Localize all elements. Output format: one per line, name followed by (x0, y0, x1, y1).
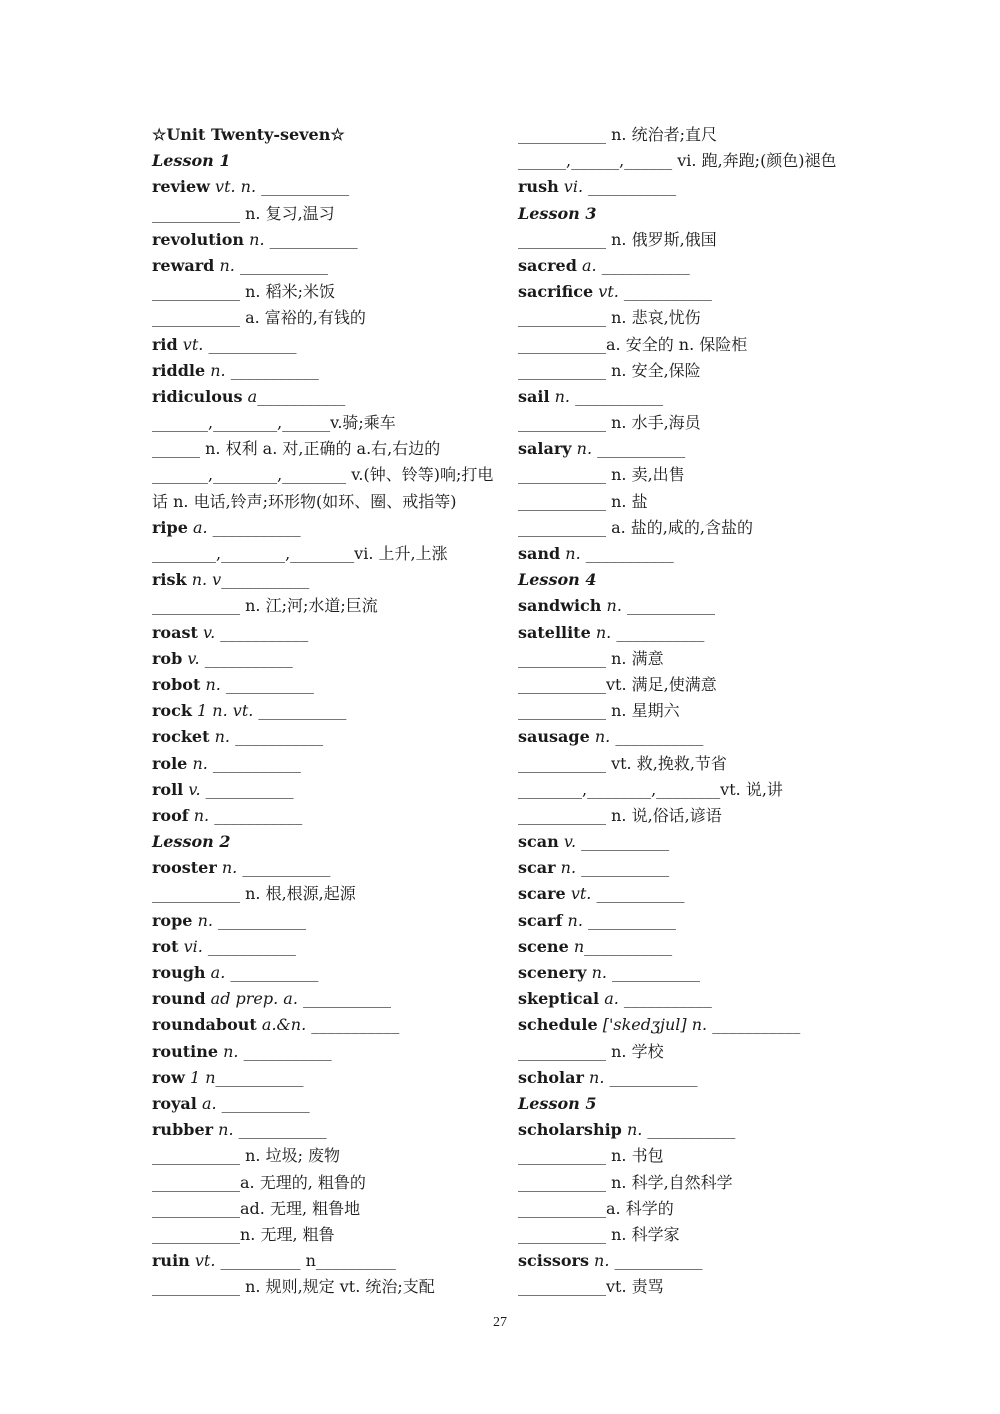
vocab-word: roll (152, 779, 184, 799)
lesson-heading-text: Lesson 1 (152, 151, 231, 171)
vocab-word: sandwich (518, 596, 602, 616)
vocab-word: rot (152, 936, 179, 956)
vocab-blank-or-meaning: ___________ (203, 334, 297, 354)
vocab-line (152, 751, 492, 777)
vocab-line (518, 803, 863, 829)
vocab-blank-or-meaning: ___________ (209, 805, 303, 825)
part-of-speech: n. (221, 858, 238, 878)
vocab-blank-or-meaning: ___________ (606, 963, 701, 982)
page-number: 27 (493, 1315, 507, 1330)
vocab-word: rid (152, 334, 178, 354)
vocab-blank-or-meaning: ___________ (256, 177, 350, 197)
vocab-blank-or-meaning: ___________ n. 江;河;水道;巨流 (152, 596, 378, 616)
vocab-line (518, 305, 863, 331)
vocab-line (518, 515, 863, 541)
vocab-word: scenery (518, 963, 587, 982)
vocab-line (152, 1065, 492, 1091)
vocab-blank-or-meaning: ___________ (604, 1067, 698, 1087)
vocab-blank-or-meaning: ___________ (306, 1015, 400, 1035)
vocab-blank-or-meaning: _______,________,________ v.(钟、铃等)响;打电 (152, 465, 494, 485)
vocab-line (152, 462, 492, 488)
vocab-blank-or-meaning: ___________ n. 安全,保险 (518, 360, 701, 380)
vocab-line (518, 462, 863, 488)
vocab-blank-or-meaning: ___________ n. 学校 (518, 1041, 664, 1061)
vocab-word: schedule (518, 1015, 598, 1035)
vocab-word: rough (152, 963, 206, 982)
part-of-speech: a. (582, 255, 597, 275)
vocab-line (152, 855, 492, 881)
vocab-blank-or-meaning: ___________n. 无理, 粗鲁 (152, 1224, 335, 1244)
vocab-line (518, 1117, 863, 1143)
vocab-blank-or-meaning: ___________ (570, 386, 664, 406)
unit-title (152, 122, 492, 148)
vocab-blank-or-meaning: ___________ (610, 727, 704, 747)
part-of-speech: n. (626, 1120, 643, 1140)
vocab-blank-or-meaning: ___________ n. 悲哀,忧伤 (518, 308, 701, 328)
vocab-blank-or-meaning: ___________ n. 星期六 (518, 701, 680, 721)
part-of-speech: n. (249, 229, 265, 249)
vocab-line (152, 201, 492, 227)
vocab-line (152, 1222, 492, 1248)
part-of-speech: a. (201, 1093, 217, 1113)
vocab-line (152, 724, 492, 750)
part-of-speech: vt. (194, 1251, 216, 1271)
vocab-blank-or-meaning: ___________ n. 根,根源,起源 (152, 884, 356, 904)
vocab-line (518, 1196, 863, 1222)
vocab-word: rob (152, 648, 183, 668)
part-of-speech: v. (202, 622, 216, 642)
vocab-line (152, 1091, 492, 1117)
vocab-word: ridiculous (152, 386, 243, 406)
vocab-blank-or-meaning: ___________ad. 无理, 粗鲁地 (152, 1198, 361, 1218)
part-of-speech: n. (560, 858, 577, 878)
vocab-line (518, 986, 863, 1012)
vocab-word: rooster (152, 858, 217, 878)
vocab-word: roof (152, 805, 189, 825)
vocab-line (152, 803, 492, 829)
vocab-line (152, 908, 492, 934)
vocab-line (152, 253, 492, 279)
vocab-blank-or-meaning: ___________ n. 俄罗斯,俄国 (518, 229, 717, 249)
part-of-speech: vt. (598, 282, 619, 302)
vocab-line (518, 620, 863, 646)
vocab-blank-or-meaning: ___________ (618, 282, 712, 302)
vocab-line (152, 541, 492, 567)
part-of-speech: v. (563, 832, 577, 852)
lesson-heading-text: Lesson 5 (518, 1093, 597, 1113)
part-of-speech: n. (214, 727, 230, 747)
vocab-line (152, 593, 492, 619)
vocab-word: sacrifice (518, 282, 594, 302)
part-of-speech: vt. (182, 334, 204, 354)
part-of-speech: vi. (183, 936, 203, 956)
vocab-line (518, 855, 863, 881)
vocab-word: scan (518, 832, 559, 852)
vocab-blank-or-meaning: ___________ n. 稻米;米饭 (152, 282, 335, 302)
vocab-blank-or-meaning: ___________ n. 书包 (518, 1146, 664, 1166)
vocab-line (152, 436, 492, 462)
vocab-word: scar (518, 858, 556, 878)
vocab-word: rush (518, 177, 559, 197)
vocab-line (152, 1274, 492, 1300)
lesson-heading-text: Lesson 3 (518, 203, 597, 223)
vocab-blank-or-meaning: ___________ n. 说,俗话,谚语 (518, 805, 722, 825)
vocab-word: roast (152, 622, 198, 642)
part-of-speech: n. (576, 439, 593, 459)
vocab-line (518, 1143, 863, 1169)
part-of-speech: n. (205, 674, 221, 694)
vocab-word: risk (152, 570, 187, 590)
vocab-blank-or-meaning: ___________ n. 规则,规定 vt. 统治;支配 (152, 1277, 435, 1297)
vocab-word: roundabout (152, 1015, 257, 1035)
vocab-word: scholarship (518, 1120, 622, 1140)
unit-title-text: ☆Unit Twenty-seven☆ (152, 125, 345, 144)
vocab-line (518, 777, 863, 803)
part-of-speech: n. (554, 386, 571, 406)
vocab-blank-or-meaning: ___________ (582, 910, 677, 930)
vocab-blank-or-meaning: ___________ (215, 622, 309, 642)
vocab-blank-or-meaning: _______,________,______v.骑;乘车 (152, 413, 396, 433)
vocab-line (152, 646, 492, 672)
vocab-blank-or-meaning: ___________ (253, 701, 347, 721)
vocab-line (518, 646, 863, 672)
vocab-line (518, 358, 863, 384)
vocab-word: rock (152, 701, 192, 721)
part-of-speech: a.&n. (261, 1015, 307, 1035)
vocab-word: review (152, 177, 210, 197)
part-of-speech: a. (210, 963, 226, 982)
part-of-speech: n. v (191, 570, 222, 590)
vocab-blank-or-meaning: ___________ (611, 622, 705, 642)
vocab-line (518, 829, 863, 855)
vocab-line (152, 1196, 492, 1222)
vocab-line (152, 986, 492, 1012)
vocab-blank-or-meaning: ___________ vt. 救,挽救,节省 (518, 753, 727, 773)
vocab-word: skeptical (518, 989, 600, 1009)
vocab-word: revolution (152, 229, 245, 249)
vocab-blank-or-meaning: ___________ n. 统治者;直尺 (518, 125, 717, 144)
vocab-line (152, 305, 492, 331)
vocab-blank-or-meaning: ___________ (216, 1093, 310, 1113)
vocab-blank-or-meaning: ________,________,________vt. 说,讲 (518, 779, 783, 799)
vocab-blank-or-meaning: ___________a. 科学的 (518, 1198, 674, 1218)
vocab-blank-or-meaning: ___________ (233, 1120, 327, 1140)
right-column (518, 122, 863, 1300)
vocab-line (518, 384, 863, 410)
vocab-line (518, 698, 863, 724)
vocab-blank-or-meaning: ___________ (596, 255, 690, 275)
lesson-heading (152, 148, 492, 174)
vocab-line (152, 567, 492, 593)
vocab-word: robot (152, 674, 201, 694)
vocab-line (518, 148, 863, 174)
vocab-blank-or-meaning: ___________ (221, 570, 310, 590)
vocab-blank-or-meaning: ___________ (583, 177, 677, 197)
part-of-speech: 1 n (189, 1067, 216, 1087)
vocab-blank-or-meaning: ___________ (199, 648, 293, 668)
vocab-word: sacred (518, 255, 577, 275)
vocab-line (152, 698, 492, 724)
vocab-blank-or-meaning: ___________ n. 复习,温习 (152, 203, 335, 223)
vocab-blank-or-meaning: __________ n__________ (215, 1251, 396, 1271)
vocab-line (152, 620, 492, 646)
vocab-line (518, 436, 863, 462)
lesson-heading-text: Lesson 4 (518, 570, 597, 590)
part-of-speech: n. (192, 753, 208, 773)
part-of-speech: vt. n. (215, 177, 257, 197)
lesson-heading-text: Lesson 2 (152, 832, 231, 852)
vocab-word: sand (518, 544, 561, 563)
vocab-blank-or-meaning: 话 n. 电话,铃声;环形物(如环、圈、戒指等) (152, 491, 457, 511)
vocab-word: satellite (518, 622, 591, 642)
vocab-line (518, 593, 863, 619)
vocab-word: round (152, 989, 206, 1009)
vocab-word: rope (152, 910, 193, 930)
vocab-blank-or-meaning: ___________ (215, 1067, 304, 1087)
vocab-word: role (152, 753, 188, 773)
vocab-word: scholar (518, 1067, 584, 1087)
part-of-speech: n. (567, 910, 583, 930)
vocab-line (518, 751, 863, 777)
vocab-blank-or-meaning: ___________ (200, 779, 294, 799)
vocab-blank-or-meaning: ___________ a. 富裕的,有钱的 (152, 308, 366, 328)
vocab-blank-or-meaning: ___________ (576, 832, 670, 852)
vocab-blank-or-meaning: ___________ (592, 439, 686, 459)
vocab-blank-or-meaning: ___________ (591, 884, 685, 904)
vocab-line (152, 672, 492, 698)
vocab-line (152, 227, 492, 253)
vocab-line (518, 122, 863, 148)
part-of-speech: ad prep. a. (210, 989, 298, 1009)
vocab-blank-or-meaning: ___________ (642, 1120, 736, 1140)
part-of-speech: vt. (570, 884, 592, 904)
vocab-blank-or-meaning: ___________ n. 卖,出售 (518, 465, 685, 485)
part-of-speech: n. (595, 622, 612, 642)
vocab-word: row (152, 1067, 185, 1087)
vocab-word: salary (518, 439, 572, 459)
vocab-line (152, 1143, 492, 1169)
vocab-blank-or-meaning: ___________ (297, 989, 392, 1009)
vocab-line (518, 724, 863, 750)
part-of-speech: n. (606, 596, 622, 616)
vocab-line (152, 1170, 492, 1196)
part-of-speech: n. (589, 1067, 605, 1087)
vocab-blank-or-meaning: ___________ (238, 1041, 332, 1061)
vocab-blank-or-meaning: ___________ n. 水手,海员 (518, 413, 701, 433)
vocab-line (518, 672, 863, 698)
vocab-blank-or-meaning: ___________ (576, 858, 670, 878)
vocab-blank-or-meaning: ___________ n. 盐 (518, 491, 648, 511)
lesson-heading (152, 829, 492, 855)
vocab-word: sausage (518, 727, 590, 747)
vocab-line (518, 1012, 863, 1038)
left-column (152, 122, 492, 1300)
vocab-word: scissors (518, 1251, 589, 1271)
vocab-blank-or-meaning: ___________ (229, 727, 324, 747)
vocab-line (152, 934, 492, 960)
vocab-line (518, 332, 863, 358)
lesson-heading (518, 567, 863, 593)
vocab-word: sail (518, 386, 550, 406)
lesson-heading (518, 201, 863, 227)
lesson-heading (518, 1091, 863, 1117)
vocab-blank-or-meaning: ___________ (207, 753, 301, 773)
vocab-word: ripe (152, 517, 188, 537)
vocab-word: royal (152, 1093, 197, 1113)
vocab-line (518, 1039, 863, 1065)
vocab-word: routine (152, 1041, 219, 1061)
vocab-line (518, 227, 863, 253)
vocab-line (518, 881, 863, 907)
part-of-speech: n. (210, 360, 226, 380)
part-of-speech: vi. (563, 177, 584, 197)
vocab-line (152, 1117, 492, 1143)
vocab-blank-or-meaning: ___________ (225, 963, 319, 982)
vocab-line (518, 174, 863, 200)
vocab-word: ruin (152, 1251, 190, 1271)
part-of-speech: n. (218, 1120, 234, 1140)
vocab-blank-or-meaning: ___________ (257, 386, 346, 406)
part-of-speech: n. (219, 255, 235, 275)
vocab-word: scene (518, 936, 569, 956)
vocab-line (152, 410, 492, 436)
vocab-line (518, 541, 863, 567)
vocab-line (152, 1248, 492, 1274)
vocab-line (152, 174, 492, 200)
part-of-speech: n. (197, 910, 213, 930)
vocab-blank-or-meaning: ___________ (707, 1015, 801, 1035)
vocab-word: reward (152, 255, 215, 275)
part-of-speech: n. (565, 544, 581, 563)
vocab-blank-or-meaning: ___________ n. 满意 (518, 648, 664, 668)
vocab-line (152, 777, 492, 803)
vocab-line (152, 515, 492, 541)
vocab-line (152, 279, 492, 305)
vocab-line (152, 1012, 492, 1038)
vocab-line (152, 881, 492, 907)
part-of-speech: a (247, 386, 258, 406)
part-of-speech: n. (223, 1041, 239, 1061)
vocab-line (518, 1248, 863, 1274)
vocab-blank-or-meaning: ___________ n. 科学家 (518, 1224, 680, 1244)
vocab-line (518, 253, 863, 279)
vocab-blank-or-meaning: ___________ n. 科学,自然科学 (518, 1172, 733, 1192)
part-of-speech: n. (193, 805, 210, 825)
part-of-speech: v. (187, 648, 200, 668)
vocab-word: rubber (152, 1120, 214, 1140)
vocab-blank-or-meaning: ___________ (225, 360, 319, 380)
part-of-speech: n. (591, 963, 607, 982)
vocab-line (518, 960, 863, 986)
vocab-blank-or-meaning: ___________vt. 满足,使满意 (518, 674, 717, 694)
vocab-line (152, 960, 492, 986)
vocab-line (152, 358, 492, 384)
vocab-line (518, 279, 863, 305)
vocab-blank-or-meaning: ___________ (584, 936, 673, 956)
vocab-blank-or-meaning: ___________a. 无理的, 粗鲁的 (152, 1172, 366, 1192)
vocab-line (152, 332, 492, 358)
vocab-line (518, 1170, 863, 1196)
vocab-blank-or-meaning: ______ n. 权利 a. 对,正确的 a.右,右边的 (152, 439, 441, 459)
vocab-word: scare (518, 884, 566, 904)
part-of-speech: ['skedʒjul] n. (602, 1015, 708, 1035)
vocab-line (518, 934, 863, 960)
part-of-speech: v. (188, 779, 201, 799)
vocab-blank-or-meaning: ______,______,______ vi. 跑,奔跑;(颜色)褪色 (518, 151, 837, 171)
vocab-line (518, 1222, 863, 1248)
vocab-line (152, 489, 492, 515)
part-of-speech: n. (594, 727, 611, 747)
vocab-blank-or-meaning: ___________ (237, 858, 331, 878)
vocab-line (152, 1039, 492, 1065)
vocab-line (518, 908, 863, 934)
part-of-speech: a. (604, 989, 619, 1009)
vocab-line (518, 489, 863, 515)
vocab-blank-or-meaning: ___________ (212, 910, 307, 930)
vocab-blank-or-meaning: ___________ (220, 674, 314, 694)
part-of-speech: n. (594, 1251, 610, 1271)
vocab-line (152, 384, 492, 410)
vocab-blank-or-meaning: ___________ (234, 255, 328, 275)
vocab-blank-or-meaning: ________,________,________vi. 上升,上涨 (152, 544, 448, 563)
vocab-blank-or-meaning: ___________ (202, 936, 296, 956)
vocab-word: riddle (152, 360, 206, 380)
vocab-blank-or-meaning: ___________ (264, 229, 358, 249)
vocab-blank-or-meaning: ___________a. 安全的 n. 保险柜 (518, 334, 748, 354)
part-of-speech: n (573, 936, 585, 956)
vocab-blank-or-meaning: ___________ n. 垃圾; 废物 (152, 1146, 341, 1166)
vocab-blank-or-meaning: ___________ a. 盐的,咸的,含盐的 (518, 517, 753, 537)
vocab-blank-or-meaning: ___________ (207, 517, 301, 537)
vocab-blank-or-meaning: ___________ (580, 544, 674, 563)
part-of-speech: a. (192, 517, 208, 537)
vocab-blank-or-meaning: ___________ (609, 1251, 703, 1271)
vocab-blank-or-meaning: ___________ (621, 596, 715, 616)
vocab-line (518, 410, 863, 436)
vocab-word: rocket (152, 727, 210, 747)
vocab-blank-or-meaning: ___________vt. 责骂 (518, 1277, 664, 1297)
vocab-blank-or-meaning: ___________ (618, 989, 712, 1009)
part-of-speech: 1 n. vt. (197, 701, 254, 721)
vocab-line (518, 1274, 863, 1300)
vocab-word: scarf (518, 910, 563, 930)
vocab-line (518, 1065, 863, 1091)
